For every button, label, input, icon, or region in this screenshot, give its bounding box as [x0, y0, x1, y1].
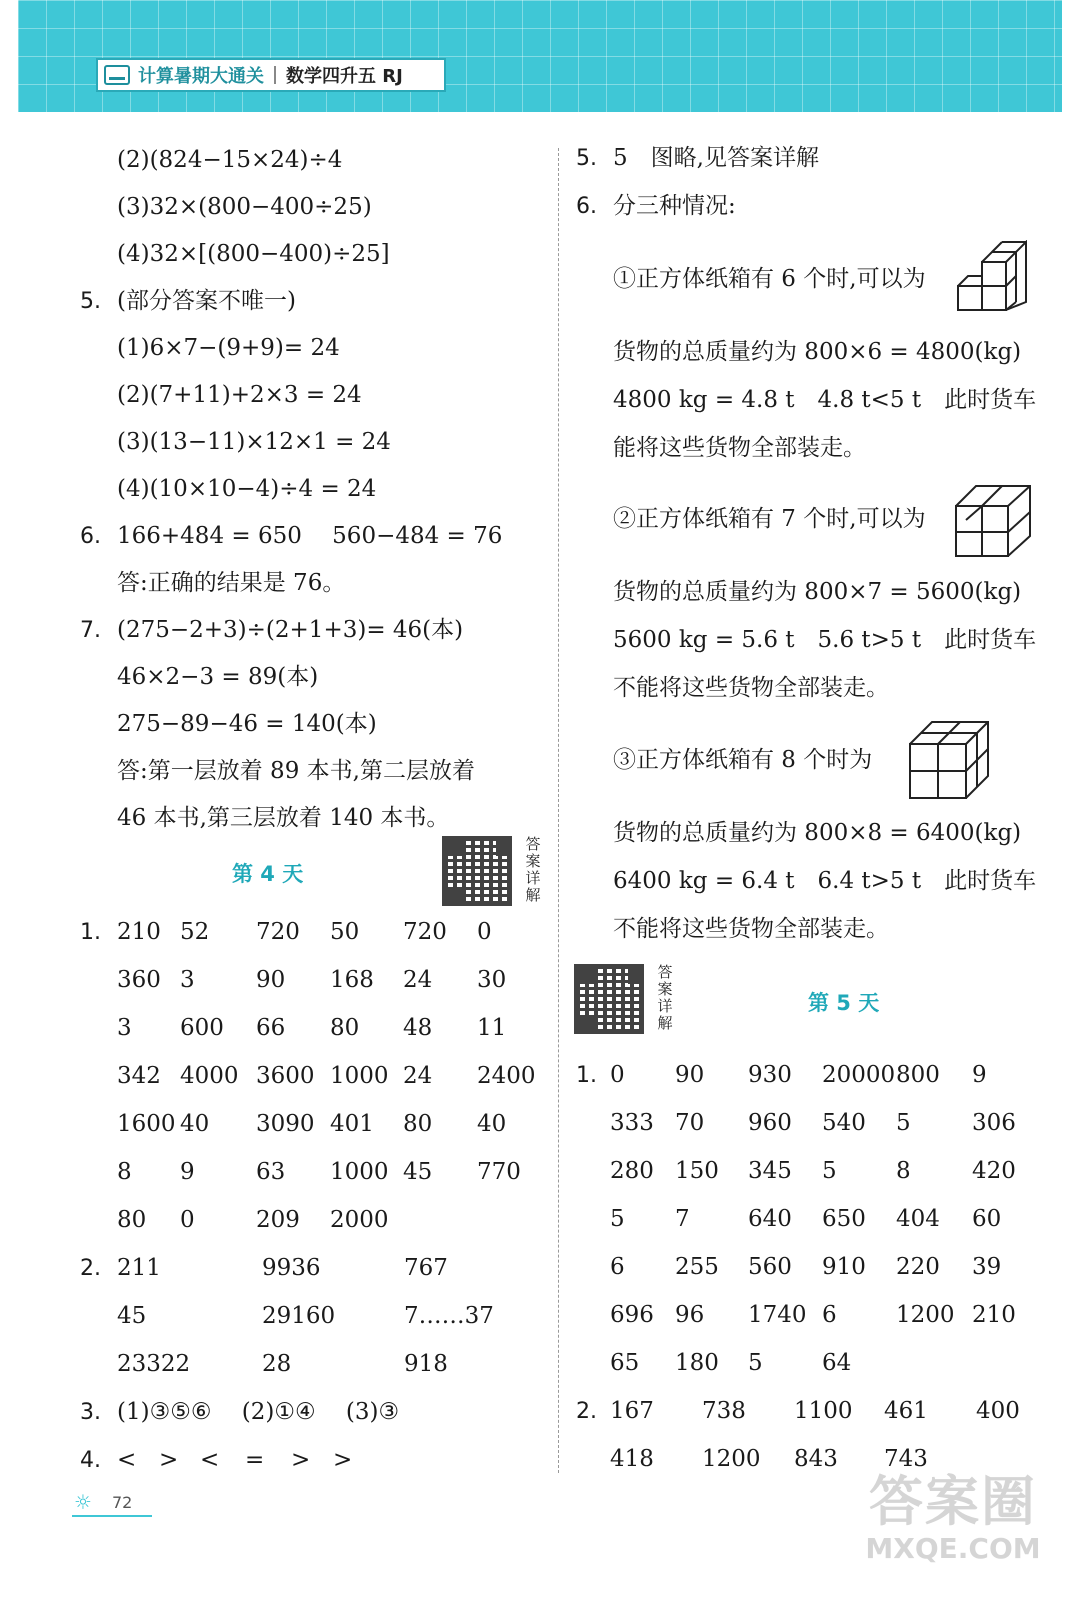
answer-cell: 20000	[822, 1062, 896, 1088]
answer-cell: 45	[403, 1159, 433, 1185]
answer-cell: 168	[330, 967, 374, 993]
answer-cell: 1100	[794, 1398, 853, 1424]
answer-line: 5 图略,见答案详解	[613, 145, 819, 171]
answer-cell: 23322	[117, 1351, 191, 1377]
answer-line: 分三种情况:	[613, 193, 736, 219]
answer-cell: 40	[180, 1111, 210, 1137]
answer-cell: 0	[610, 1062, 625, 1088]
answer-line: (1)6×7−(9+9)= 24	[117, 335, 340, 361]
answer-cell: 64	[822, 1350, 852, 1376]
answer-cell: 280	[610, 1158, 654, 1184]
qr-label: 答案详解	[525, 835, 541, 904]
answer-cell: 150	[675, 1158, 719, 1184]
answer-cell: 9936	[262, 1255, 321, 1281]
answer-cell: 540	[822, 1110, 866, 1136]
comparison-symbol: =	[245, 1447, 265, 1473]
answer-cell: 3	[117, 1015, 132, 1041]
answer-cell: 65	[610, 1350, 640, 1376]
answer-cell: 345	[748, 1158, 792, 1184]
answer-cell: 28	[262, 1351, 292, 1377]
answer-cell: 1600	[117, 1111, 176, 1137]
title-separator	[274, 66, 276, 84]
answer-cell: 2400	[477, 1063, 536, 1089]
cube-stack-8-icon	[908, 720, 990, 800]
answer-line: (3)32×(800−400÷25)	[117, 194, 372, 220]
answer-cell: 600	[180, 1015, 224, 1041]
answer-line: 能将这些货物全部装走。	[613, 435, 866, 461]
answer-cell: 29160	[262, 1303, 336, 1329]
case-title: ①正方体纸箱有 6 个时,可以为	[613, 266, 926, 292]
answer-line: (1)③⑤⑥ (2)①④ (3)③	[117, 1399, 400, 1425]
answer-cell: 401	[330, 1111, 374, 1137]
question-number: 2.	[576, 1399, 597, 1424]
answer-line: 166+484 = 650 560−484 = 76	[117, 523, 503, 549]
answer-cell: 4000	[180, 1063, 239, 1089]
answer-cell: 1200	[702, 1446, 761, 1472]
answer-cell: 333	[610, 1110, 654, 1136]
case-title: ③正方体纸箱有 8 个时为	[613, 747, 873, 773]
day-4-heading: 第 4 天	[232, 862, 304, 886]
question-number: 4.	[80, 1448, 101, 1473]
answer-line: 货物的总质量约为 800×7 = 5600(kg)	[613, 579, 1022, 605]
answer-cell: 843	[794, 1446, 838, 1472]
answer-cell: 0	[477, 919, 492, 945]
answer-cell: 0	[180, 1207, 195, 1233]
answer-cell: 80	[117, 1207, 147, 1233]
answer-cell: 720	[403, 919, 447, 945]
footer-rule	[72, 1515, 152, 1517]
answer-cell: 418	[610, 1446, 654, 1472]
answer-cell: 910	[822, 1254, 866, 1280]
answer-cell: 696	[610, 1302, 654, 1328]
answer-cell: 210	[972, 1302, 1016, 1328]
answer-cell: 50	[330, 919, 360, 945]
answer-cell: 800	[896, 1062, 940, 1088]
answer-line: 不能将这些货物全部装走。	[613, 675, 889, 701]
answer-cell: 1740	[748, 1302, 807, 1328]
sun-icon: ☼	[74, 1490, 92, 1514]
header-banner	[18, 0, 1062, 112]
answer-cell: 70	[675, 1110, 705, 1136]
answer-line: 4800 kg = 4.8 t 4.8 t<5 t 此时货车	[613, 387, 1037, 413]
answer-line: 275−89−46 = 140(本)	[117, 711, 377, 737]
qr-label: 答案详解	[657, 963, 673, 1032]
answer-cell: 180	[675, 1350, 719, 1376]
answer-cell: 96	[675, 1302, 705, 1328]
answer-cell: 3	[180, 967, 195, 993]
answer-cell: 167	[610, 1398, 654, 1424]
answer-line: 货物的总质量约为 800×6 = 4800(kg)	[613, 339, 1022, 365]
answer-line: 6400 kg = 6.4 t 6.4 t>5 t 此时货车	[613, 868, 1037, 894]
qr-code-icon[interactable]	[442, 836, 512, 906]
question-number: 5.	[576, 146, 597, 171]
question-number: 6.	[576, 194, 597, 219]
answer-cell: 1000	[330, 1159, 389, 1185]
answer-cell: 5	[610, 1206, 625, 1232]
answer-cell: 770	[477, 1159, 521, 1185]
answer-cell: 210	[117, 919, 161, 945]
answer-cell: 30	[477, 967, 507, 993]
answer-cell: 90	[675, 1062, 705, 1088]
answer-cell: 7……37	[404, 1303, 494, 1329]
page-number: 72	[112, 1493, 133, 1512]
cube-stack-6-icon	[956, 240, 1028, 318]
answer-line: 46 本书,第三层放着 140 本书。	[117, 805, 450, 831]
watermark-url: MXQE.COM	[865, 1532, 1041, 1565]
answer-cell: 66	[256, 1015, 286, 1041]
answer-cell: 5	[896, 1110, 911, 1136]
question-number: 6.	[80, 524, 101, 549]
answer-line: 答:正确的结果是 76。	[117, 570, 346, 596]
answer-cell: 8	[117, 1159, 132, 1185]
answer-cell: 60	[972, 1206, 1002, 1232]
case-title: ②正方体纸箱有 7 个时,可以为	[613, 506, 926, 532]
question-number: 7.	[80, 618, 101, 643]
answer-cell: 8	[896, 1158, 911, 1184]
answer-cell: 80	[330, 1015, 360, 1041]
answer-cell: 918	[404, 1351, 448, 1377]
question-number: 3.	[80, 1400, 101, 1425]
book-title: 计算暑期大通关	[138, 66, 264, 87]
answer-cell: 5	[748, 1350, 763, 1376]
answer-cell: 640	[748, 1206, 792, 1232]
answer-cell: 5	[822, 1158, 837, 1184]
answer-line: 46×2−3 = 89(本)	[117, 664, 319, 690]
answer-cell: 6	[822, 1302, 837, 1328]
answer-line: (4)(10×10−4)÷4 = 24	[117, 476, 377, 502]
answer-cell: 211	[117, 1255, 161, 1281]
answer-cell: 420	[972, 1158, 1016, 1184]
answer-cell: 255	[675, 1254, 719, 1280]
column-divider	[558, 148, 559, 1473]
answer-cell: 738	[702, 1398, 746, 1424]
answer-line: (2)(824−15×24)÷4	[117, 147, 343, 173]
answer-line: (4)32×[(800−400)÷25]	[117, 241, 390, 267]
question-number: 2.	[80, 1256, 101, 1281]
answer-cell: 39	[972, 1254, 1002, 1280]
answer-cell: 52	[180, 919, 210, 945]
qr-code-icon[interactable]	[574, 964, 644, 1034]
question-number: 1.	[80, 920, 101, 945]
answer-cell: 7	[675, 1206, 690, 1232]
answer-line: (3)(13−11)×12×1 = 24	[117, 429, 391, 455]
answer-cell: 9	[972, 1062, 987, 1088]
answer-cell: 400	[976, 1398, 1020, 1424]
answer-cell: 560	[748, 1254, 792, 1280]
answer-cell: 306	[972, 1110, 1016, 1136]
answer-cell: 2000	[330, 1207, 389, 1233]
answer-cell: 342	[117, 1063, 161, 1089]
header-title-box	[96, 58, 446, 92]
answer-cell: 720	[256, 919, 300, 945]
answer-cell: 1000	[330, 1063, 389, 1089]
answer-cell: 1200	[896, 1302, 955, 1328]
comparison-symbol: <	[117, 1447, 137, 1473]
question-number: 5.	[80, 289, 101, 314]
answer-cell: 48	[403, 1015, 433, 1041]
answer-line: (275−2+3)÷(2+1+3)= 46(本)	[117, 617, 464, 643]
answer-cell: 360	[117, 967, 161, 993]
answer-cell: 650	[822, 1206, 866, 1232]
answer-cell: 6	[610, 1254, 625, 1280]
answer-cell: 9	[180, 1159, 195, 1185]
book-icon	[104, 65, 130, 85]
comparison-symbol: >	[291, 1447, 311, 1473]
book-subject: 数学四升五 RJ	[286, 66, 403, 87]
watermark-text: 答案圈	[869, 1470, 1037, 1533]
answer-line: 答:第一层放着 89 本书,第二层放着	[117, 758, 475, 784]
answer-cell: 220	[896, 1254, 940, 1280]
answer-line: 不能将这些货物全部装走。	[613, 916, 889, 942]
answer-cell: 24	[403, 1063, 433, 1089]
cube-stack-7-icon	[954, 480, 1034, 558]
answer-cell: 461	[884, 1398, 928, 1424]
question-number: 1.	[576, 1063, 597, 1088]
comparison-symbol: >	[159, 1447, 179, 1473]
day-5-heading: 第 5 天	[808, 991, 880, 1015]
comparison-symbol: >	[333, 1447, 353, 1473]
watermark-logo	[848, 1470, 1058, 1590]
answer-line: 货物的总质量约为 800×8 = 6400(kg)	[613, 820, 1022, 846]
answer-cell: 404	[896, 1206, 940, 1232]
comparison-symbol: <	[200, 1447, 220, 1473]
answer-cell: 63	[256, 1159, 286, 1185]
answer-cell: 209	[256, 1207, 300, 1233]
answer-cell: 40	[477, 1111, 507, 1137]
answer-line: (部分答案不唯一)	[117, 288, 296, 314]
answer-line: (2)(7+11)+2×3 = 24	[117, 382, 362, 408]
answer-cell: 743	[884, 1446, 928, 1472]
answer-cell: 11	[477, 1015, 507, 1041]
answer-cell: 45	[117, 1303, 147, 1329]
answer-cell: 930	[748, 1062, 792, 1088]
answer-line: 5600 kg = 5.6 t 5.6 t>5 t 此时货车	[613, 627, 1037, 653]
answer-cell: 3090	[256, 1111, 315, 1137]
answer-cell: 960	[748, 1110, 792, 1136]
answer-cell: 90	[256, 967, 286, 993]
answer-cell: 3600	[256, 1063, 315, 1089]
answer-cell: 24	[403, 967, 433, 993]
answer-cell: 80	[403, 1111, 433, 1137]
answer-cell: 767	[404, 1255, 448, 1281]
